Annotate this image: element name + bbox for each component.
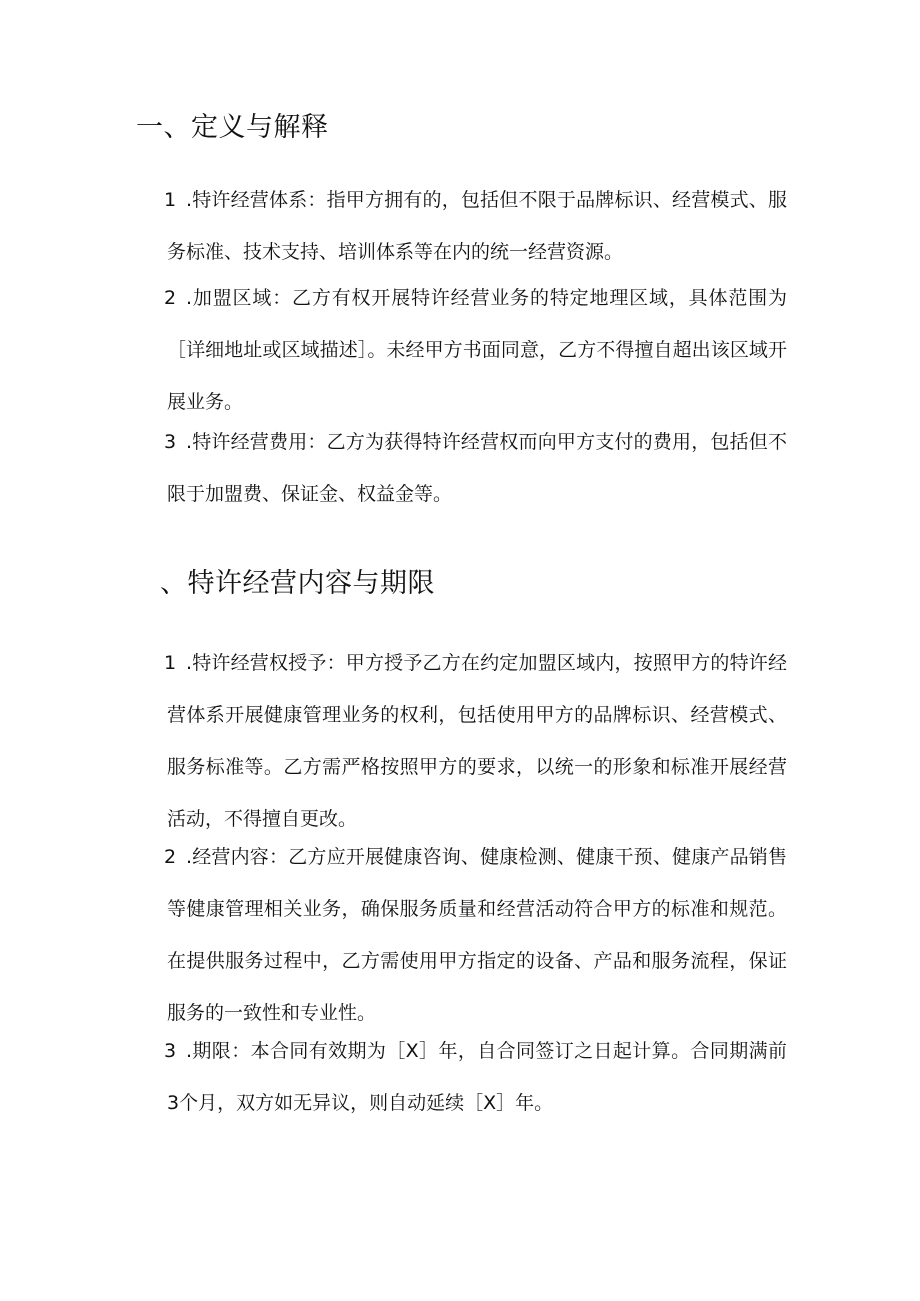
item-text: .加盟区域：乙方有权开展特许经营业务的特定地理区域，具体范围为［详细地址或区域描述］。未经甲方书面同意，乙方不得擅自超出该区域开展业务。 (167, 287, 787, 413)
item-number: 2 (164, 846, 177, 868)
section-heading-content-and-term: 、特许经营内容与期限 (160, 568, 435, 599)
item-number: 3 (164, 1040, 177, 1062)
item-text: .期限：本合同有效期为［X］年，自合同签订之日起计算。合同期满前3个月，双方如无异议，则自动延续［X］年。 (167, 1040, 787, 1114)
item-text: .经营内容：乙方应开展健康咨询、健康检测、健康干预、健康产品销售等健康管理相关业务，确保服务质量和经营活动符合甲方的标准和规范。在提供服务过程中，乙方需使用甲方指定的设备、产品和服务流程，保证服务的一致性和专业性。 (167, 846, 787, 1024)
item-number: 1 (164, 652, 177, 674)
item-text: .特许经营体系：指甲方拥有的，包括但不限于品牌标识、经营模式、服务标准、技术支持、培训体系等在内的统一经营资源。 (167, 189, 787, 263)
item-text: .特许经营费用：乙方为获得特许经营权而向甲方支付的费用，包括但不限于加盟费、保证金、权益金等。 (167, 431, 787, 505)
item-number: 3 (164, 431, 177, 453)
item-number: 2 (164, 287, 177, 309)
item-number: 1 (164, 189, 177, 211)
section-heading-definitions: 一、定义与解释 (136, 112, 329, 143)
item-text: .特许经营权授予：甲方授予乙方在约定加盟区域内，按照甲方的特许经营体系开展健康管理业务的权利，包括使用甲方的品牌标识、经营模式、服务标准等。乙方需严格按照甲方的要求，以统一的形象和标准开展经营活动，不得擅自更改。 (167, 652, 787, 830)
